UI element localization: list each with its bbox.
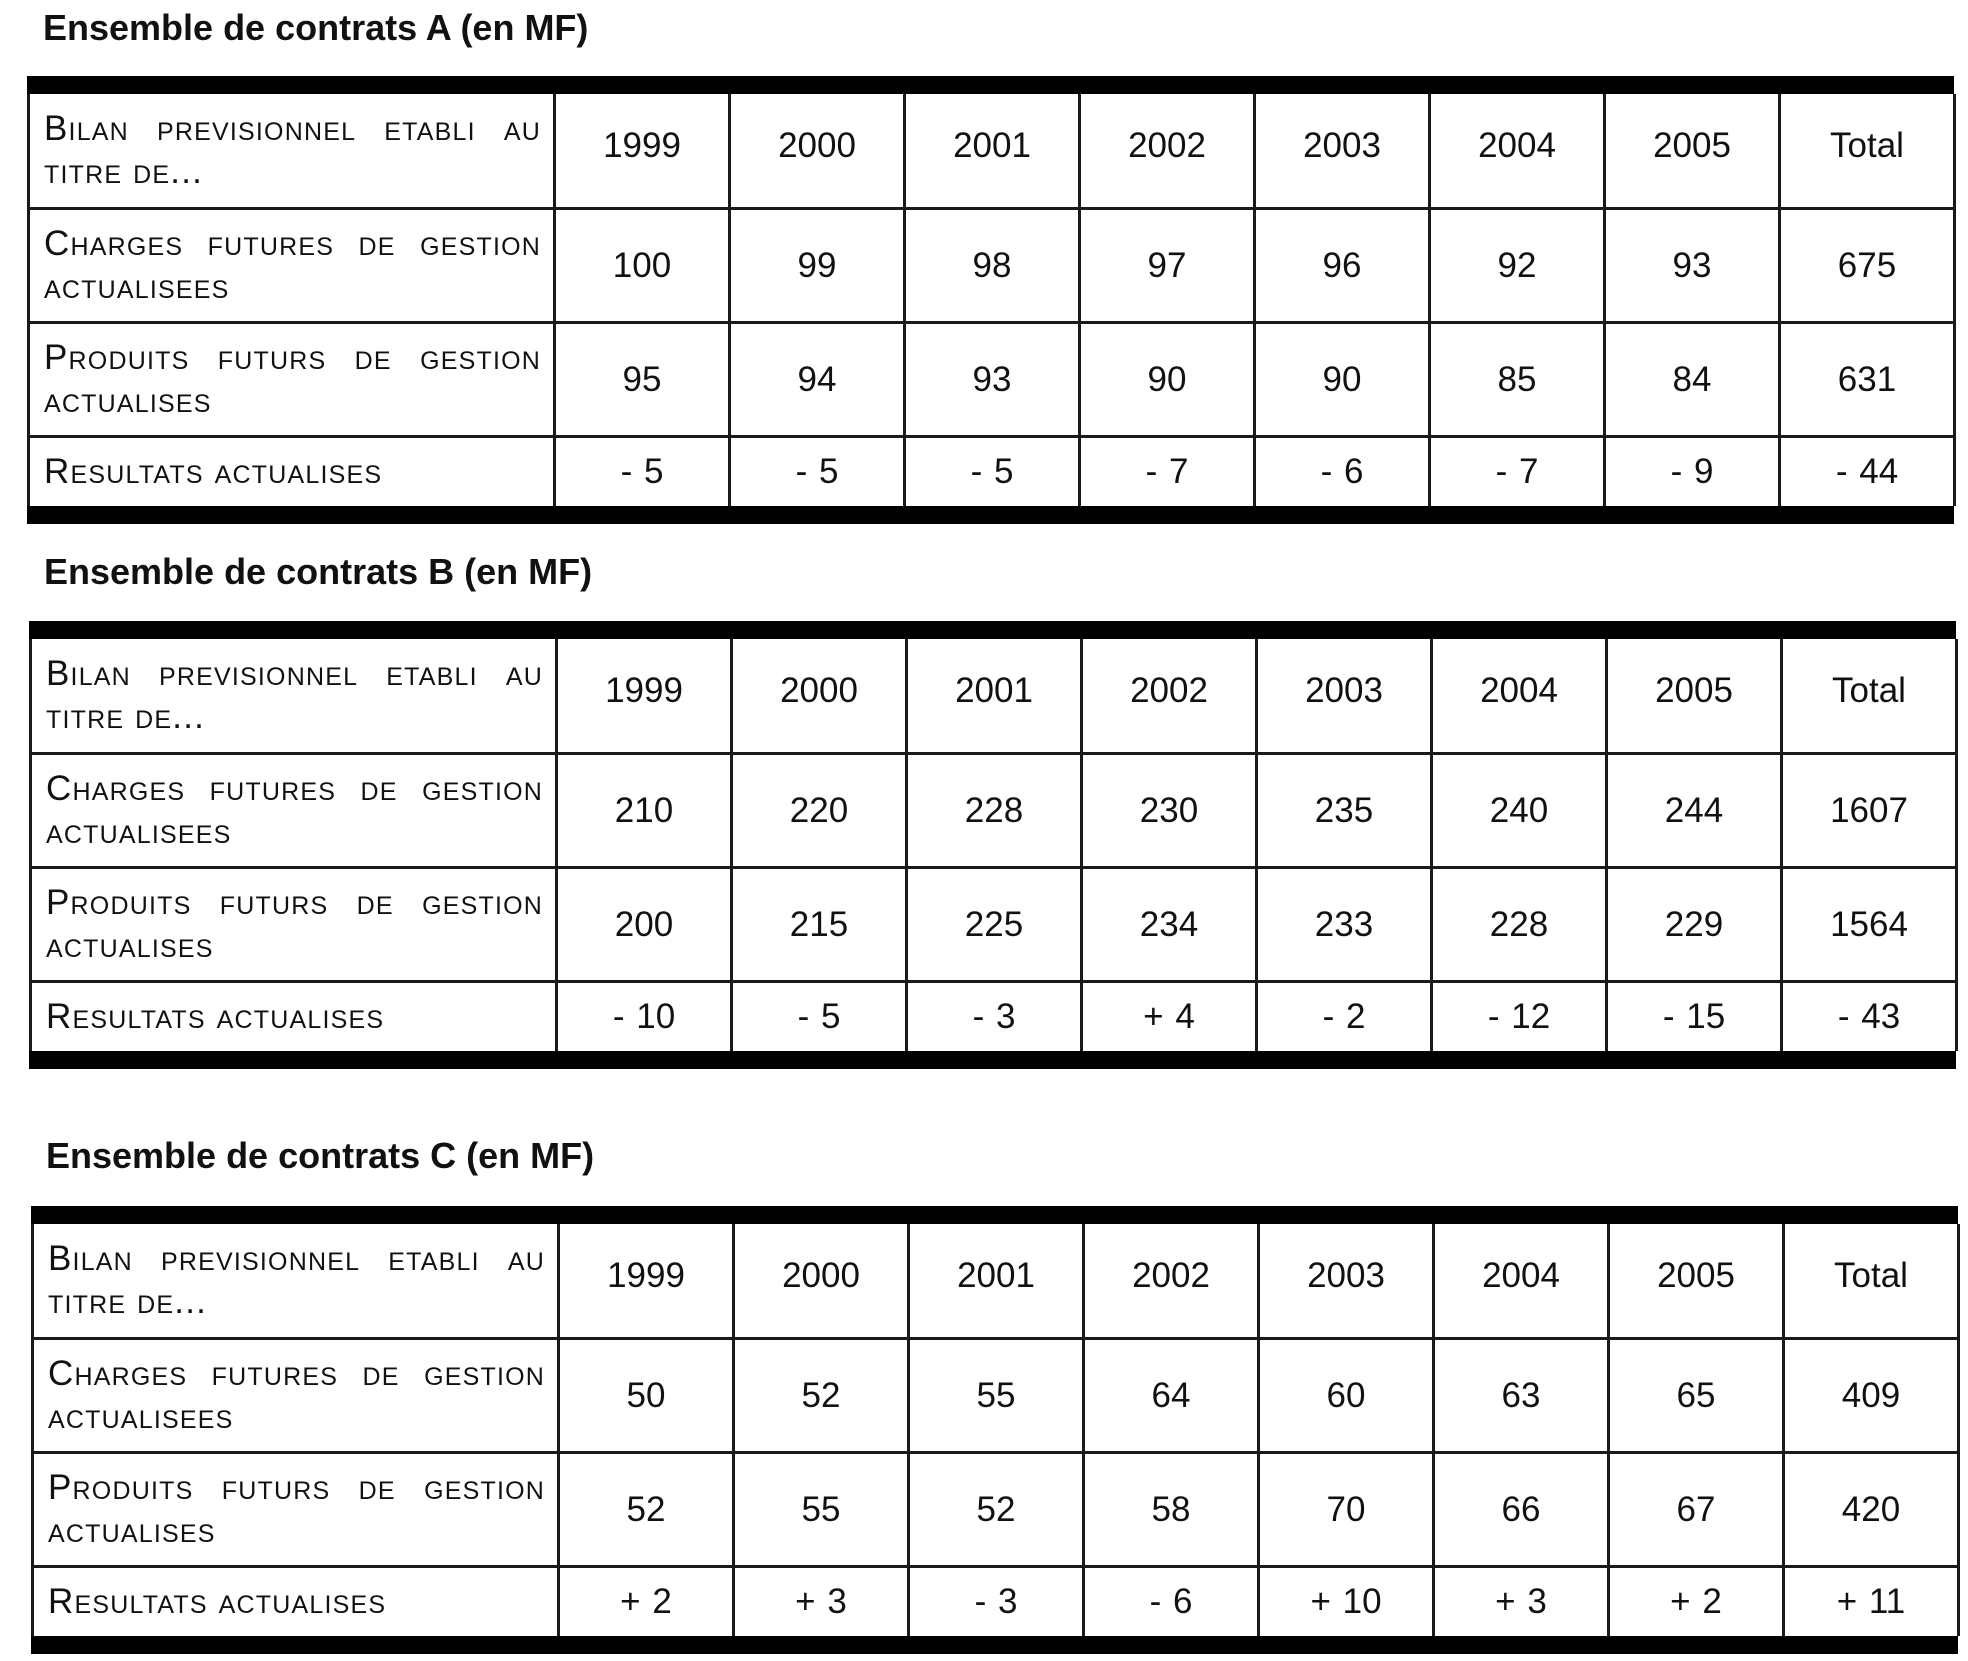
table-cell: 97 (1080, 208, 1255, 322)
column-header-2004: 2004 (1432, 639, 1607, 753)
table-a (27, 76, 1954, 524)
table-cell: - 5 (730, 436, 905, 506)
table-cell: 93 (905, 322, 1080, 436)
table-cell: + 4 (1082, 981, 1257, 1051)
header-label-cell: Bilan previsionnel etabli au titre de... (29, 94, 555, 208)
row-label: Produits futurs de gestion actualises (33, 1452, 559, 1566)
column-header-total: Total (1780, 94, 1955, 208)
table-cell: - 6 (1084, 1566, 1259, 1636)
table-cell: + 2 (559, 1566, 734, 1636)
table-cell: 95 (555, 322, 730, 436)
table-cell: 200 (557, 867, 732, 981)
column-header-total: Total (1784, 1224, 1959, 1338)
row-label: Resultats actualises (33, 1566, 559, 1636)
table-cell: 230 (1082, 753, 1257, 867)
table-row-produits (31, 867, 1957, 981)
table-cell: + 3 (734, 1566, 909, 1636)
table-cell: 55 (734, 1452, 909, 1566)
table-cell: 66 (1434, 1452, 1609, 1566)
row-label: Charges futures de gestion actualisees (33, 1338, 559, 1452)
row-label: Resultats actualises (31, 981, 557, 1051)
table-header-row (31, 639, 1957, 753)
table-cell-total: 675 (1780, 208, 1955, 322)
table-cell: 52 (559, 1452, 734, 1566)
table-cell: 70 (1259, 1452, 1434, 1566)
table-row-resultats (31, 981, 1957, 1051)
table-cell: 229 (1607, 867, 1782, 981)
table-cell: 228 (1432, 867, 1607, 981)
table-cell-total: 1607 (1782, 753, 1957, 867)
table-cell: - 3 (909, 1566, 1084, 1636)
table-cell-total: 1564 (1782, 867, 1957, 981)
table-cell: 65 (1609, 1338, 1784, 1452)
table-cell-total: 409 (1784, 1338, 1959, 1452)
table-b (29, 621, 1956, 1069)
table-cell: - 6 (1255, 436, 1430, 506)
table-cell: 220 (732, 753, 907, 867)
table-header-row (33, 1224, 1959, 1338)
table-cell: - 12 (1432, 981, 1607, 1051)
table-cell: 94 (730, 322, 905, 436)
column-header-2005: 2005 (1609, 1224, 1784, 1338)
column-header-2001: 2001 (909, 1224, 1084, 1338)
table-cell: 55 (909, 1338, 1084, 1452)
column-header-1999: 1999 (559, 1224, 734, 1338)
table-cell: 244 (1607, 753, 1782, 867)
column-header-2000: 2000 (734, 1224, 909, 1338)
column-header-2005: 2005 (1607, 639, 1782, 753)
table-row-produits (29, 322, 1955, 436)
column-header-total: Total (1782, 639, 1957, 753)
column-header-2001: 2001 (907, 639, 1082, 753)
table-cell: 235 (1257, 753, 1432, 867)
column-header-2001: 2001 (905, 94, 1080, 208)
table-cell: 64 (1084, 1338, 1259, 1452)
column-header-2000: 2000 (732, 639, 907, 753)
header-label-cell: Bilan previsionnel etabli au titre de... (31, 639, 557, 753)
table-cell: 85 (1430, 322, 1605, 436)
table-row-charges (29, 208, 1955, 322)
table-row-resultats (33, 1566, 1959, 1636)
row-label: Produits futurs de gestion actualises (29, 322, 555, 436)
row-label: Charges futures de gestion actualisees (29, 208, 555, 322)
table-cell: 84 (1605, 322, 1780, 436)
table-cell: - 7 (1080, 436, 1255, 506)
table-cell-total: - 44 (1780, 436, 1955, 506)
table-cell-total: 631 (1780, 322, 1955, 436)
column-header-1999: 1999 (555, 94, 730, 208)
table-row-resultats (29, 436, 1955, 506)
column-header-2000: 2000 (730, 94, 905, 208)
table-cell: 58 (1084, 1452, 1259, 1566)
row-label: Resultats actualises (29, 436, 555, 506)
column-header-2004: 2004 (1434, 1224, 1609, 1338)
column-header-2003: 2003 (1257, 639, 1432, 753)
table-b-title: Ensemble de contrats B (en MF) (44, 551, 593, 592)
table-cell: 96 (1255, 208, 1430, 322)
table-cell: 228 (907, 753, 1082, 867)
table-cell: + 2 (1609, 1566, 1784, 1636)
column-header-2003: 2003 (1255, 94, 1430, 208)
table-row-charges (31, 753, 1957, 867)
table-b-grid (29, 639, 1958, 1051)
table-cell: 98 (905, 208, 1080, 322)
column-header-1999: 1999 (557, 639, 732, 753)
table-cell: 234 (1082, 867, 1257, 981)
table-cell-total: - 43 (1782, 981, 1957, 1051)
table-cell: 90 (1255, 322, 1430, 436)
header-label-cell: Bilan previsionnel etabli au titre de... (33, 1224, 559, 1338)
table-cell: - 5 (905, 436, 1080, 506)
table-cell: 210 (557, 753, 732, 867)
table-cell: 240 (1432, 753, 1607, 867)
table-a-grid (27, 94, 1956, 506)
row-label: Produits futurs de gestion actualises (31, 867, 557, 981)
table-cell: 67 (1609, 1452, 1784, 1566)
table-cell: - 3 (907, 981, 1082, 1051)
table-cell: - 5 (732, 981, 907, 1051)
table-cell: - 15 (1607, 981, 1782, 1051)
table-cell: 60 (1259, 1338, 1434, 1452)
table-cell: 52 (734, 1338, 909, 1452)
table-cell: - 9 (1605, 436, 1780, 506)
table-cell: 225 (907, 867, 1082, 981)
table-cell: 92 (1430, 208, 1605, 322)
table-row-charges (33, 1338, 1959, 1452)
table-cell: 93 (1605, 208, 1780, 322)
column-header-2002: 2002 (1082, 639, 1257, 753)
table-cell: + 3 (1434, 1566, 1609, 1636)
table-cell: 52 (909, 1452, 1084, 1566)
table-c-grid (31, 1224, 1960, 1636)
table-cell-total: + 11 (1784, 1566, 1959, 1636)
table-a-title: Ensemble de contrats A (en MF) (43, 7, 589, 48)
table-cell: + 10 (1259, 1566, 1434, 1636)
column-header-2003: 2003 (1259, 1224, 1434, 1338)
table-cell: 100 (555, 208, 730, 322)
table-row-produits (33, 1452, 1959, 1566)
table-cell: - 2 (1257, 981, 1432, 1051)
table-cell: 63 (1434, 1338, 1609, 1452)
table-cell-total: 420 (1784, 1452, 1959, 1566)
table-c (31, 1206, 1958, 1654)
table-c-title: Ensemble de contrats C (en MF) (46, 1135, 595, 1176)
table-cell: 90 (1080, 322, 1255, 436)
table-cell: - 10 (557, 981, 732, 1051)
table-cell: - 7 (1430, 436, 1605, 506)
table-header-row (29, 94, 1955, 208)
table-cell: - 5 (555, 436, 730, 506)
row-label: Charges futures de gestion actualisees (31, 753, 557, 867)
table-cell: 233 (1257, 867, 1432, 981)
table-cell: 99 (730, 208, 905, 322)
column-header-2002: 2002 (1084, 1224, 1259, 1338)
table-cell: 215 (732, 867, 907, 981)
column-header-2005: 2005 (1605, 94, 1780, 208)
column-header-2004: 2004 (1430, 94, 1605, 208)
table-cell: 50 (559, 1338, 734, 1452)
column-header-2002: 2002 (1080, 94, 1255, 208)
